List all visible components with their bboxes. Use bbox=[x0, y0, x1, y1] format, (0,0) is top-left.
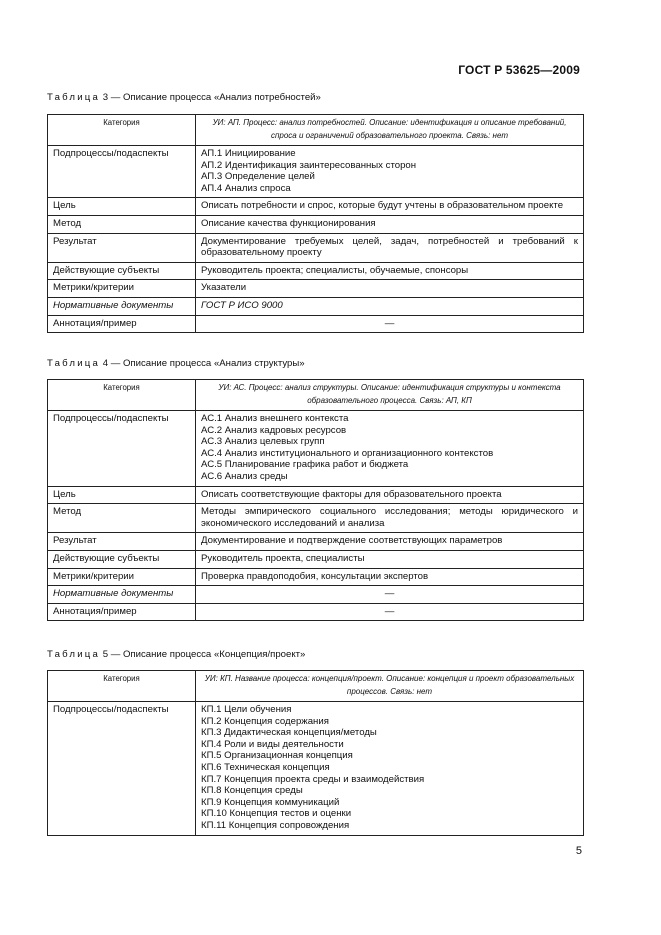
table4-row-method bbox=[48, 504, 584, 533]
table5-header-category: Категория bbox=[48, 671, 196, 702]
list-item: КП.10 Концепция тестов и оценки bbox=[201, 808, 352, 820]
table3-goal-label: Цель bbox=[48, 198, 196, 216]
table5-header-row bbox=[48, 671, 584, 702]
table3-annotation-label: Аннотация/пример bbox=[48, 315, 196, 333]
table4-normative-label: Нормативные документы bbox=[48, 586, 196, 604]
table3-actors-label: Действующие субъекты bbox=[48, 262, 196, 280]
table4-result-value: Документирование и подтверждение соответствующих параметров bbox=[196, 533, 584, 551]
list-item: КП.3 Дидактическая концепция/методы bbox=[201, 727, 377, 739]
list-item: АП.3 Определение целей bbox=[201, 171, 315, 183]
list-item: КП.1 Цели обучения bbox=[201, 704, 292, 715]
table3-row-annotation bbox=[48, 315, 584, 333]
list-item: АС.6 Анализ среды bbox=[201, 470, 288, 482]
document-standard-number: ГОСТ Р 53625—2009 bbox=[458, 63, 580, 77]
table4-caption-word: Таблица bbox=[47, 358, 101, 369]
table4-subprocesses-label: Подпроцессы/подаспекты bbox=[48, 411, 196, 487]
table3-normative-label: Нормативные документы bbox=[48, 297, 196, 315]
table3-annotation-value: — bbox=[196, 315, 584, 333]
table3-caption-text: 3 — Описание процесса «Анализ потребностей» bbox=[102, 92, 321, 103]
table4-header-description: УИ: АС. Процесс: анализ структуры. Описание: идентификация структуры и контекста образовательного процесса. Связь: АП, КП bbox=[196, 380, 584, 411]
table3-result-value: Документирование требуемых целей, задач, потребностей и требований к образовательному проекту bbox=[196, 233, 584, 262]
table3-caption-word: Таблица bbox=[47, 92, 101, 103]
table4-actors-value: Руководитель проекта, специалисты bbox=[196, 550, 584, 568]
table4-row-result bbox=[48, 533, 584, 551]
table4-result-label: Результат bbox=[48, 533, 196, 551]
table3-goal-value: Описать потребности и спрос, которые будут учтены в образовательном проекте bbox=[196, 198, 584, 216]
table5-row-subprocesses bbox=[48, 702, 584, 836]
table3-caption bbox=[47, 92, 321, 103]
table4-metrics-value: Проверка правдоподобия, консультации экспертов bbox=[196, 568, 584, 586]
table5-caption-word: Таблица bbox=[47, 649, 101, 660]
table4-goal-value: Описать соответствующие факторы для образовательного проекта bbox=[196, 486, 584, 504]
table4-row-subprocesses bbox=[48, 411, 584, 487]
table5-subprocesses-label: Подпроцессы/подаспекты bbox=[48, 702, 196, 836]
table3-row-actors bbox=[48, 262, 584, 280]
table5-header-description: УИ: КП. Название процесса: концепция/проект. Описание: концепция и проект образовательных процессов. Связь: нет bbox=[196, 671, 584, 702]
table4-actors-label: Действующие субъекты bbox=[48, 550, 196, 568]
table3-row-metrics bbox=[48, 280, 584, 298]
table3-row-method bbox=[48, 215, 584, 233]
table4-normative-value: — bbox=[196, 586, 584, 604]
table4-method-value: Методы эмпирического социального исследования; методы юридического и экономического исследований и анализа bbox=[196, 504, 584, 533]
list-item: АП.4 Анализ спроса bbox=[201, 182, 291, 194]
table4-caption bbox=[47, 358, 305, 369]
list-item: АС.4 Анализ институционального и организационного контекстов bbox=[201, 447, 494, 459]
table3-row-normative bbox=[48, 297, 584, 315]
table4-row-metrics bbox=[48, 568, 584, 586]
list-item: КП.2 Концепция содержания bbox=[201, 715, 329, 727]
list-item: КП.4 Роли и виды деятельности bbox=[201, 738, 344, 750]
table4-header-row bbox=[48, 380, 584, 411]
table3-result-label: Результат bbox=[48, 233, 196, 262]
table5-caption-text: 5 — Описание процесса «Концепция/проект» bbox=[102, 649, 306, 660]
table5-subprocesses-list bbox=[196, 702, 584, 836]
table3-subprocesses-label: Подпроцессы/подаспекты bbox=[48, 146, 196, 198]
table3-row-goal bbox=[48, 198, 584, 216]
table4-annotation-value: — bbox=[196, 603, 584, 621]
page-number: 5 bbox=[575, 845, 582, 857]
list-item: АП.2 Идентификация заинтересованных сторон bbox=[201, 159, 417, 171]
table3-row-subprocesses bbox=[48, 146, 584, 198]
table4-annotation-label: Аннотация/пример bbox=[48, 603, 196, 621]
table3-actors-value: Руководитель проекта; специалисты, обучаемые, спонсоры bbox=[196, 262, 584, 280]
table3-method-value: Описание качества функционирования bbox=[196, 215, 584, 233]
table4-metrics-label: Метрики/критерии bbox=[48, 568, 196, 586]
table4-subprocesses-list bbox=[196, 411, 584, 487]
list-item: АС.1 Анализ внешнего контекста bbox=[201, 413, 349, 424]
table3-header-category: Категория bbox=[48, 115, 196, 146]
table3-header-description: УИ: АП. Процесс: анализ потребностей. Описание: идентификация и описание требований, спроса и ограничений образовательного проекта. Связь: нет bbox=[196, 115, 584, 146]
table5 bbox=[47, 670, 584, 836]
table3-method-label: Метод bbox=[48, 215, 196, 233]
list-item: АП.1 Инициирование bbox=[201, 148, 296, 159]
table3-row-result bbox=[48, 233, 584, 262]
list-item: КП.5 Организационная концепция bbox=[201, 750, 353, 762]
table3-normative-value: ГОСТ Р ИСО 9000 bbox=[196, 297, 584, 315]
list-item: АС.3 Анализ целевых групп bbox=[201, 436, 325, 448]
table5-caption bbox=[47, 649, 305, 660]
table3-metrics-label: Метрики/критерии bbox=[48, 280, 196, 298]
table4-header-category: Категория bbox=[48, 380, 196, 411]
table4 bbox=[47, 379, 584, 621]
table4-row-normative bbox=[48, 586, 584, 604]
list-item: КП.7 Концепция проекта среды и взаимодействия bbox=[201, 773, 425, 785]
table4-goal-label: Цель bbox=[48, 486, 196, 504]
list-item: АС.2 Анализ кадровых ресурсов bbox=[201, 424, 347, 436]
table3 bbox=[47, 114, 584, 333]
list-item: КП.9 Концепция коммуникаций bbox=[201, 796, 340, 808]
table3-subprocesses-list bbox=[196, 146, 584, 198]
table3-header-row bbox=[48, 115, 584, 146]
table4-row-goal bbox=[48, 486, 584, 504]
list-item: КП.11 Концепция сопровождения bbox=[201, 819, 350, 831]
table4-row-annotation bbox=[48, 603, 584, 621]
list-item: КП.6 Техническая концепция bbox=[201, 761, 330, 773]
table4-row-actors bbox=[48, 550, 584, 568]
list-item: АС.5 Планирование графика работ и бюджета bbox=[201, 459, 409, 471]
table4-caption-text: 4 — Описание процесса «Анализ структуры» bbox=[102, 358, 305, 369]
list-item: КП.8 Концепция среды bbox=[201, 785, 303, 797]
table3-metrics-value: Указатели bbox=[196, 280, 584, 298]
table4-method-label: Метод bbox=[48, 504, 196, 533]
